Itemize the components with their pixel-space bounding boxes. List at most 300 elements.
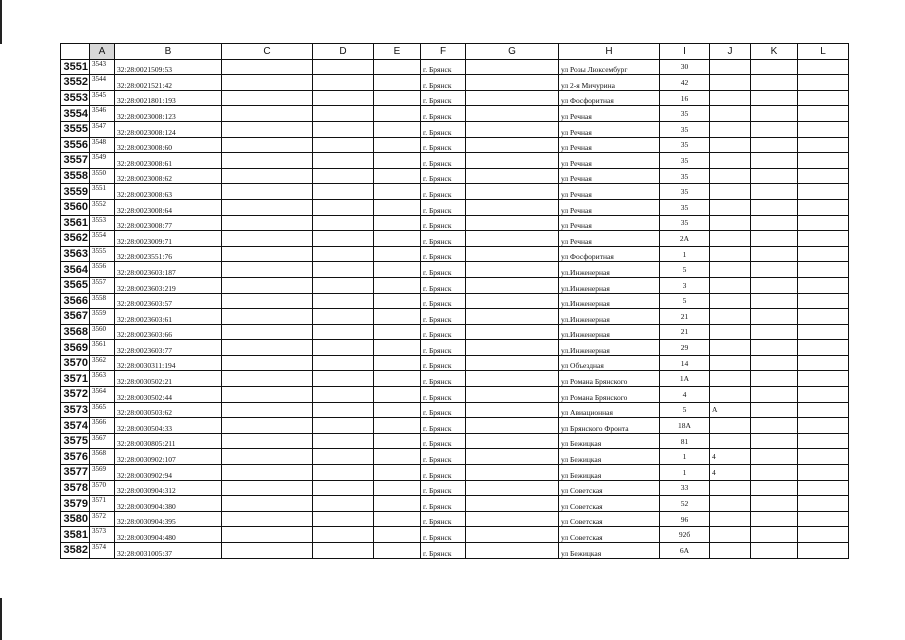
cell-f[interactable]: г. Брянск	[421, 231, 466, 247]
cell-d[interactable]	[313, 480, 374, 496]
cell-l[interactable]	[798, 433, 849, 449]
cell-f[interactable]: г. Брянск	[421, 184, 466, 200]
cell-f[interactable]: г. Брянск	[421, 324, 466, 340]
cell-c[interactable]	[222, 75, 313, 91]
row-number[interactable]: 3579	[61, 496, 90, 512]
cell-g[interactable]	[466, 215, 559, 231]
row-number[interactable]: 3575	[61, 433, 90, 449]
row-number[interactable]: 3562	[61, 231, 90, 247]
cell-g[interactable]	[466, 168, 559, 184]
cell-l[interactable]	[798, 246, 849, 262]
cell-c[interactable]	[222, 231, 313, 247]
cell-e[interactable]	[374, 90, 421, 106]
cell-a[interactable]: 3550	[90, 168, 115, 184]
cell-c[interactable]	[222, 199, 313, 215]
cell-f[interactable]: г. Брянск	[421, 137, 466, 153]
row-number[interactable]: 3570	[61, 355, 90, 371]
cell-i[interactable]: 1	[660, 246, 710, 262]
cell-i[interactable]: 35	[660, 199, 710, 215]
cell-k[interactable]	[751, 168, 798, 184]
cell-f[interactable]: г. Брянск	[421, 106, 466, 122]
cell-g[interactable]	[466, 543, 559, 559]
row-number[interactable]: 3581	[61, 527, 90, 543]
cell-f[interactable]: г. Брянск	[421, 340, 466, 356]
cell-i[interactable]: 6А	[660, 543, 710, 559]
cell-l[interactable]	[798, 215, 849, 231]
cell-b[interactable]: 32:28:0030904:395	[115, 511, 222, 527]
cell-c[interactable]	[222, 543, 313, 559]
cell-k[interactable]	[751, 402, 798, 418]
cell-a[interactable]: 3564	[90, 387, 115, 403]
cell-g[interactable]	[466, 340, 559, 356]
cell-c[interactable]	[222, 121, 313, 137]
cell-d[interactable]	[313, 153, 374, 169]
header-corner[interactable]	[61, 44, 90, 60]
cell-f[interactable]: г. Брянск	[421, 465, 466, 481]
cell-e[interactable]	[374, 184, 421, 200]
cell-h[interactable]: ул Розы Люксембург	[559, 59, 660, 75]
cell-h[interactable]: ул Фосфоритная	[559, 90, 660, 106]
column-header-a[interactable]: A	[90, 44, 115, 60]
cell-k[interactable]	[751, 387, 798, 403]
cell-d[interactable]	[313, 496, 374, 512]
row-number[interactable]: 3551	[61, 59, 90, 75]
cell-e[interactable]	[374, 355, 421, 371]
row-number[interactable]: 3573	[61, 402, 90, 418]
cell-d[interactable]	[313, 402, 374, 418]
cell-e[interactable]	[374, 324, 421, 340]
cell-a[interactable]: 3552	[90, 199, 115, 215]
cell-l[interactable]	[798, 465, 849, 481]
cell-l[interactable]	[798, 168, 849, 184]
cell-l[interactable]	[798, 324, 849, 340]
cell-j[interactable]: 4	[710, 449, 751, 465]
cell-b[interactable]: 32:28:0030502:44	[115, 387, 222, 403]
cell-f[interactable]: г. Брянск	[421, 90, 466, 106]
cell-e[interactable]	[374, 433, 421, 449]
cell-g[interactable]	[466, 246, 559, 262]
cell-k[interactable]	[751, 309, 798, 325]
cell-f[interactable]: г. Брянск	[421, 277, 466, 293]
cell-j[interactable]	[710, 543, 751, 559]
cell-b[interactable]: 32:28:0030503:62	[115, 402, 222, 418]
cell-j[interactable]	[710, 355, 751, 371]
cell-d[interactable]	[313, 75, 374, 91]
cell-d[interactable]	[313, 106, 374, 122]
cell-j[interactable]	[710, 137, 751, 153]
cell-h[interactable]: ул Речная	[559, 106, 660, 122]
cell-j[interactable]	[710, 418, 751, 434]
cell-g[interactable]	[466, 309, 559, 325]
cell-c[interactable]	[222, 309, 313, 325]
cell-k[interactable]	[751, 433, 798, 449]
cell-e[interactable]	[374, 293, 421, 309]
cell-l[interactable]	[798, 293, 849, 309]
cell-b[interactable]: 32:28:0030904:312	[115, 480, 222, 496]
cell-k[interactable]	[751, 231, 798, 247]
cell-j[interactable]	[710, 262, 751, 278]
cell-g[interactable]	[466, 355, 559, 371]
cell-h[interactable]: ул Объездная	[559, 355, 660, 371]
cell-b[interactable]: 32:28:0023008:77	[115, 215, 222, 231]
cell-b[interactable]: 32:28:0023603:77	[115, 340, 222, 356]
column-header-l[interactable]: L	[798, 44, 849, 60]
cell-d[interactable]	[313, 121, 374, 137]
cell-c[interactable]	[222, 277, 313, 293]
cell-f[interactable]: г. Брянск	[421, 418, 466, 434]
cell-c[interactable]	[222, 465, 313, 481]
cell-j[interactable]	[710, 527, 751, 543]
cell-i[interactable]: 3	[660, 277, 710, 293]
cell-d[interactable]	[313, 277, 374, 293]
cell-i[interactable]: 29	[660, 340, 710, 356]
row-number[interactable]: 3559	[61, 184, 90, 200]
column-header-e[interactable]: E	[374, 44, 421, 60]
cell-l[interactable]	[798, 59, 849, 75]
cell-a[interactable]: 3573	[90, 527, 115, 543]
column-header-j[interactable]: J	[710, 44, 751, 60]
cell-k[interactable]	[751, 75, 798, 91]
cell-f[interactable]: г. Брянск	[421, 215, 466, 231]
cell-k[interactable]	[751, 543, 798, 559]
cell-i[interactable]: 5	[660, 262, 710, 278]
cell-l[interactable]	[798, 90, 849, 106]
cell-j[interactable]	[710, 324, 751, 340]
row-number[interactable]: 3557	[61, 153, 90, 169]
cell-f[interactable]: г. Брянск	[421, 402, 466, 418]
cell-e[interactable]	[374, 543, 421, 559]
cell-i[interactable]: 35	[660, 168, 710, 184]
cell-g[interactable]	[466, 184, 559, 200]
cell-d[interactable]	[313, 293, 374, 309]
cell-j[interactable]	[710, 75, 751, 91]
row-number[interactable]: 3568	[61, 324, 90, 340]
cell-b[interactable]: 32:28:0023008:124	[115, 121, 222, 137]
cell-a[interactable]: 3568	[90, 449, 115, 465]
cell-a[interactable]: 3548	[90, 137, 115, 153]
cell-i[interactable]: 21	[660, 324, 710, 340]
cell-h[interactable]: ул Речная	[559, 199, 660, 215]
cell-d[interactable]	[313, 371, 374, 387]
cell-c[interactable]	[222, 262, 313, 278]
cell-l[interactable]	[798, 355, 849, 371]
cell-i[interactable]: 92б	[660, 527, 710, 543]
cell-e[interactable]	[374, 449, 421, 465]
cell-h[interactable]: ул Речная	[559, 231, 660, 247]
cell-a[interactable]: 3544	[90, 75, 115, 91]
cell-a[interactable]: 3555	[90, 246, 115, 262]
cell-h[interactable]: ул Речная	[559, 153, 660, 169]
cell-j[interactable]	[710, 511, 751, 527]
cell-i[interactable]: 33	[660, 480, 710, 496]
cell-i[interactable]: 81	[660, 433, 710, 449]
row-number[interactable]: 3578	[61, 480, 90, 496]
cell-f[interactable]: г. Брянск	[421, 246, 466, 262]
row-number[interactable]: 3564	[61, 262, 90, 278]
cell-j[interactable]	[710, 106, 751, 122]
cell-l[interactable]	[798, 527, 849, 543]
cell-h[interactable]: ул.Инженерная	[559, 324, 660, 340]
cell-h[interactable]: ул.Инженерная	[559, 293, 660, 309]
cell-l[interactable]	[798, 153, 849, 169]
cell-b[interactable]: 32:28:0030902:107	[115, 449, 222, 465]
cell-a[interactable]: 3558	[90, 293, 115, 309]
cell-a[interactable]: 3556	[90, 262, 115, 278]
cell-k[interactable]	[751, 215, 798, 231]
cell-l[interactable]	[798, 277, 849, 293]
cell-g[interactable]	[466, 137, 559, 153]
cell-a[interactable]: 3543	[90, 59, 115, 75]
cell-k[interactable]	[751, 418, 798, 434]
cell-a[interactable]: 3567	[90, 433, 115, 449]
cell-d[interactable]	[313, 511, 374, 527]
cell-c[interactable]	[222, 184, 313, 200]
cell-e[interactable]	[374, 199, 421, 215]
cell-a[interactable]: 3560	[90, 324, 115, 340]
cell-h[interactable]: ул Бежицкая	[559, 449, 660, 465]
cell-b[interactable]: 32:28:0021509:53	[115, 59, 222, 75]
cell-f[interactable]: г. Брянск	[421, 543, 466, 559]
cell-l[interactable]	[798, 418, 849, 434]
row-number[interactable]: 3555	[61, 121, 90, 137]
cell-f[interactable]: г. Брянск	[421, 387, 466, 403]
cell-l[interactable]	[798, 199, 849, 215]
cell-f[interactable]: г. Брянск	[421, 433, 466, 449]
cell-e[interactable]	[374, 168, 421, 184]
cell-e[interactable]	[374, 121, 421, 137]
cell-g[interactable]	[466, 511, 559, 527]
cell-a[interactable]: 3546	[90, 106, 115, 122]
cell-k[interactable]	[751, 340, 798, 356]
cell-e[interactable]	[374, 246, 421, 262]
cell-c[interactable]	[222, 511, 313, 527]
cell-h[interactable]: ул Бежицкая	[559, 543, 660, 559]
cell-a[interactable]: 3553	[90, 215, 115, 231]
cell-j[interactable]	[710, 246, 751, 262]
row-number[interactable]: 3556	[61, 137, 90, 153]
cell-l[interactable]	[798, 496, 849, 512]
cell-g[interactable]	[466, 262, 559, 278]
row-number[interactable]: 3577	[61, 465, 90, 481]
cell-b[interactable]: 32:28:0023008:64	[115, 199, 222, 215]
cell-g[interactable]	[466, 75, 559, 91]
row-number[interactable]: 3574	[61, 418, 90, 434]
cell-e[interactable]	[374, 309, 421, 325]
cell-h[interactable]: ул Советская	[559, 511, 660, 527]
cell-i[interactable]: 35	[660, 215, 710, 231]
cell-c[interactable]	[222, 106, 313, 122]
cell-i[interactable]: 14	[660, 355, 710, 371]
cell-e[interactable]	[374, 418, 421, 434]
cell-d[interactable]	[313, 465, 374, 481]
cell-g[interactable]	[466, 387, 559, 403]
cell-c[interactable]	[222, 137, 313, 153]
cell-h[interactable]: ул Авиационная	[559, 402, 660, 418]
cell-k[interactable]	[751, 511, 798, 527]
cell-i[interactable]: 21	[660, 309, 710, 325]
cell-l[interactable]	[798, 137, 849, 153]
cell-l[interactable]	[798, 106, 849, 122]
cell-h[interactable]: ул Бежицкая	[559, 433, 660, 449]
cell-j[interactable]	[710, 168, 751, 184]
cell-c[interactable]	[222, 402, 313, 418]
cell-c[interactable]	[222, 449, 313, 465]
cell-g[interactable]	[466, 324, 559, 340]
cell-j[interactable]	[710, 309, 751, 325]
cell-b[interactable]: 32:28:0030902:94	[115, 465, 222, 481]
cell-e[interactable]	[374, 465, 421, 481]
cell-k[interactable]	[751, 355, 798, 371]
column-header-b[interactable]: B	[115, 44, 222, 60]
cell-d[interactable]	[313, 433, 374, 449]
cell-h[interactable]: ул Фосфоритная	[559, 246, 660, 262]
cell-e[interactable]	[374, 106, 421, 122]
cell-j[interactable]	[710, 433, 751, 449]
cell-l[interactable]	[798, 480, 849, 496]
cell-k[interactable]	[751, 246, 798, 262]
cell-g[interactable]	[466, 199, 559, 215]
row-number[interactable]: 3561	[61, 215, 90, 231]
cell-h[interactable]: ул Романа Брянского	[559, 387, 660, 403]
cell-d[interactable]	[313, 246, 374, 262]
cell-g[interactable]	[466, 433, 559, 449]
cell-h[interactable]: ул Бежицкая	[559, 465, 660, 481]
row-number[interactable]: 3552	[61, 75, 90, 91]
cell-j[interactable]	[710, 199, 751, 215]
cell-e[interactable]	[374, 480, 421, 496]
cell-i[interactable]: 35	[660, 106, 710, 122]
cell-l[interactable]	[798, 262, 849, 278]
cell-b[interactable]: 32:28:0030502:21	[115, 371, 222, 387]
cell-f[interactable]: г. Брянск	[421, 480, 466, 496]
cell-j[interactable]	[710, 293, 751, 309]
cell-b[interactable]: 32:28:0023008:60	[115, 137, 222, 153]
cell-f[interactable]: г. Брянск	[421, 449, 466, 465]
cell-f[interactable]: г. Брянск	[421, 121, 466, 137]
cell-f[interactable]: г. Брянск	[421, 199, 466, 215]
cell-b[interactable]: 32:28:0030504:33	[115, 418, 222, 434]
cell-f[interactable]: г. Брянск	[421, 511, 466, 527]
cell-g[interactable]	[466, 418, 559, 434]
cell-a[interactable]: 3563	[90, 371, 115, 387]
cell-l[interactable]	[798, 511, 849, 527]
cell-c[interactable]	[222, 371, 313, 387]
cell-l[interactable]	[798, 543, 849, 559]
cell-h[interactable]: ул.Инженерная	[559, 262, 660, 278]
cell-f[interactable]: г. Брянск	[421, 153, 466, 169]
cell-d[interactable]	[313, 324, 374, 340]
cell-j[interactable]	[710, 371, 751, 387]
cell-c[interactable]	[222, 340, 313, 356]
cell-e[interactable]	[374, 75, 421, 91]
row-number[interactable]: 3554	[61, 106, 90, 122]
cell-l[interactable]	[798, 231, 849, 247]
cell-i[interactable]: 5	[660, 402, 710, 418]
cell-i[interactable]: 2А	[660, 231, 710, 247]
cell-e[interactable]	[374, 527, 421, 543]
cell-b[interactable]: 32:28:0023551:76	[115, 246, 222, 262]
cell-h[interactable]: ул.Инженерная	[559, 340, 660, 356]
cell-j[interactable]	[710, 90, 751, 106]
cell-k[interactable]	[751, 153, 798, 169]
cell-i[interactable]: 18А	[660, 418, 710, 434]
cell-g[interactable]	[466, 59, 559, 75]
cell-b[interactable]: 32:28:0023008:62	[115, 168, 222, 184]
cell-i[interactable]: 35	[660, 153, 710, 169]
cell-b[interactable]: 32:28:0023008:123	[115, 106, 222, 122]
row-number[interactable]: 3565	[61, 277, 90, 293]
cell-d[interactable]	[313, 527, 374, 543]
cell-h[interactable]: ул Речная	[559, 137, 660, 153]
cell-l[interactable]	[798, 309, 849, 325]
cell-f[interactable]: г. Брянск	[421, 293, 466, 309]
row-number[interactable]: 3553	[61, 90, 90, 106]
cell-f[interactable]: г. Брянск	[421, 75, 466, 91]
cell-k[interactable]	[751, 199, 798, 215]
cell-c[interactable]	[222, 387, 313, 403]
cell-j[interactable]	[710, 277, 751, 293]
cell-a[interactable]: 3559	[90, 309, 115, 325]
row-number[interactable]: 3563	[61, 246, 90, 262]
cell-c[interactable]	[222, 496, 313, 512]
cell-a[interactable]: 3549	[90, 153, 115, 169]
cell-d[interactable]	[313, 137, 374, 153]
cell-i[interactable]: 5	[660, 293, 710, 309]
cell-l[interactable]	[798, 340, 849, 356]
cell-c[interactable]	[222, 246, 313, 262]
cell-l[interactable]	[798, 402, 849, 418]
cell-h[interactable]: ул Советская	[559, 480, 660, 496]
cell-a[interactable]: 3562	[90, 355, 115, 371]
cell-i[interactable]: 1А	[660, 371, 710, 387]
cell-g[interactable]	[466, 293, 559, 309]
cell-k[interactable]	[751, 184, 798, 200]
cell-d[interactable]	[313, 355, 374, 371]
cell-h[interactable]: ул Речная	[559, 215, 660, 231]
cell-e[interactable]	[374, 231, 421, 247]
cell-i[interactable]: 96	[660, 511, 710, 527]
cell-j[interactable]	[710, 121, 751, 137]
cell-e[interactable]	[374, 153, 421, 169]
cell-k[interactable]	[751, 106, 798, 122]
cell-g[interactable]	[466, 496, 559, 512]
cell-j[interactable]	[710, 480, 751, 496]
cell-e[interactable]	[374, 496, 421, 512]
cell-b[interactable]: 32:28:0023603:66	[115, 324, 222, 340]
cell-i[interactable]: 1	[660, 465, 710, 481]
cell-e[interactable]	[374, 511, 421, 527]
cell-l[interactable]	[798, 387, 849, 403]
cell-j[interactable]	[710, 59, 751, 75]
cell-a[interactable]: 3561	[90, 340, 115, 356]
cell-c[interactable]	[222, 293, 313, 309]
cell-g[interactable]	[466, 402, 559, 418]
cell-d[interactable]	[313, 309, 374, 325]
cell-d[interactable]	[313, 543, 374, 559]
cell-k[interactable]	[751, 324, 798, 340]
cell-k[interactable]	[751, 527, 798, 543]
cell-h[interactable]: ул Советская	[559, 527, 660, 543]
cell-d[interactable]	[313, 59, 374, 75]
cell-b[interactable]: 32:28:0021521:42	[115, 75, 222, 91]
cell-i[interactable]: 52	[660, 496, 710, 512]
cell-k[interactable]	[751, 371, 798, 387]
cell-j[interactable]: 4	[710, 465, 751, 481]
cell-d[interactable]	[313, 418, 374, 434]
cell-g[interactable]	[466, 527, 559, 543]
cell-e[interactable]	[374, 262, 421, 278]
column-header-f[interactable]: F	[421, 44, 466, 60]
